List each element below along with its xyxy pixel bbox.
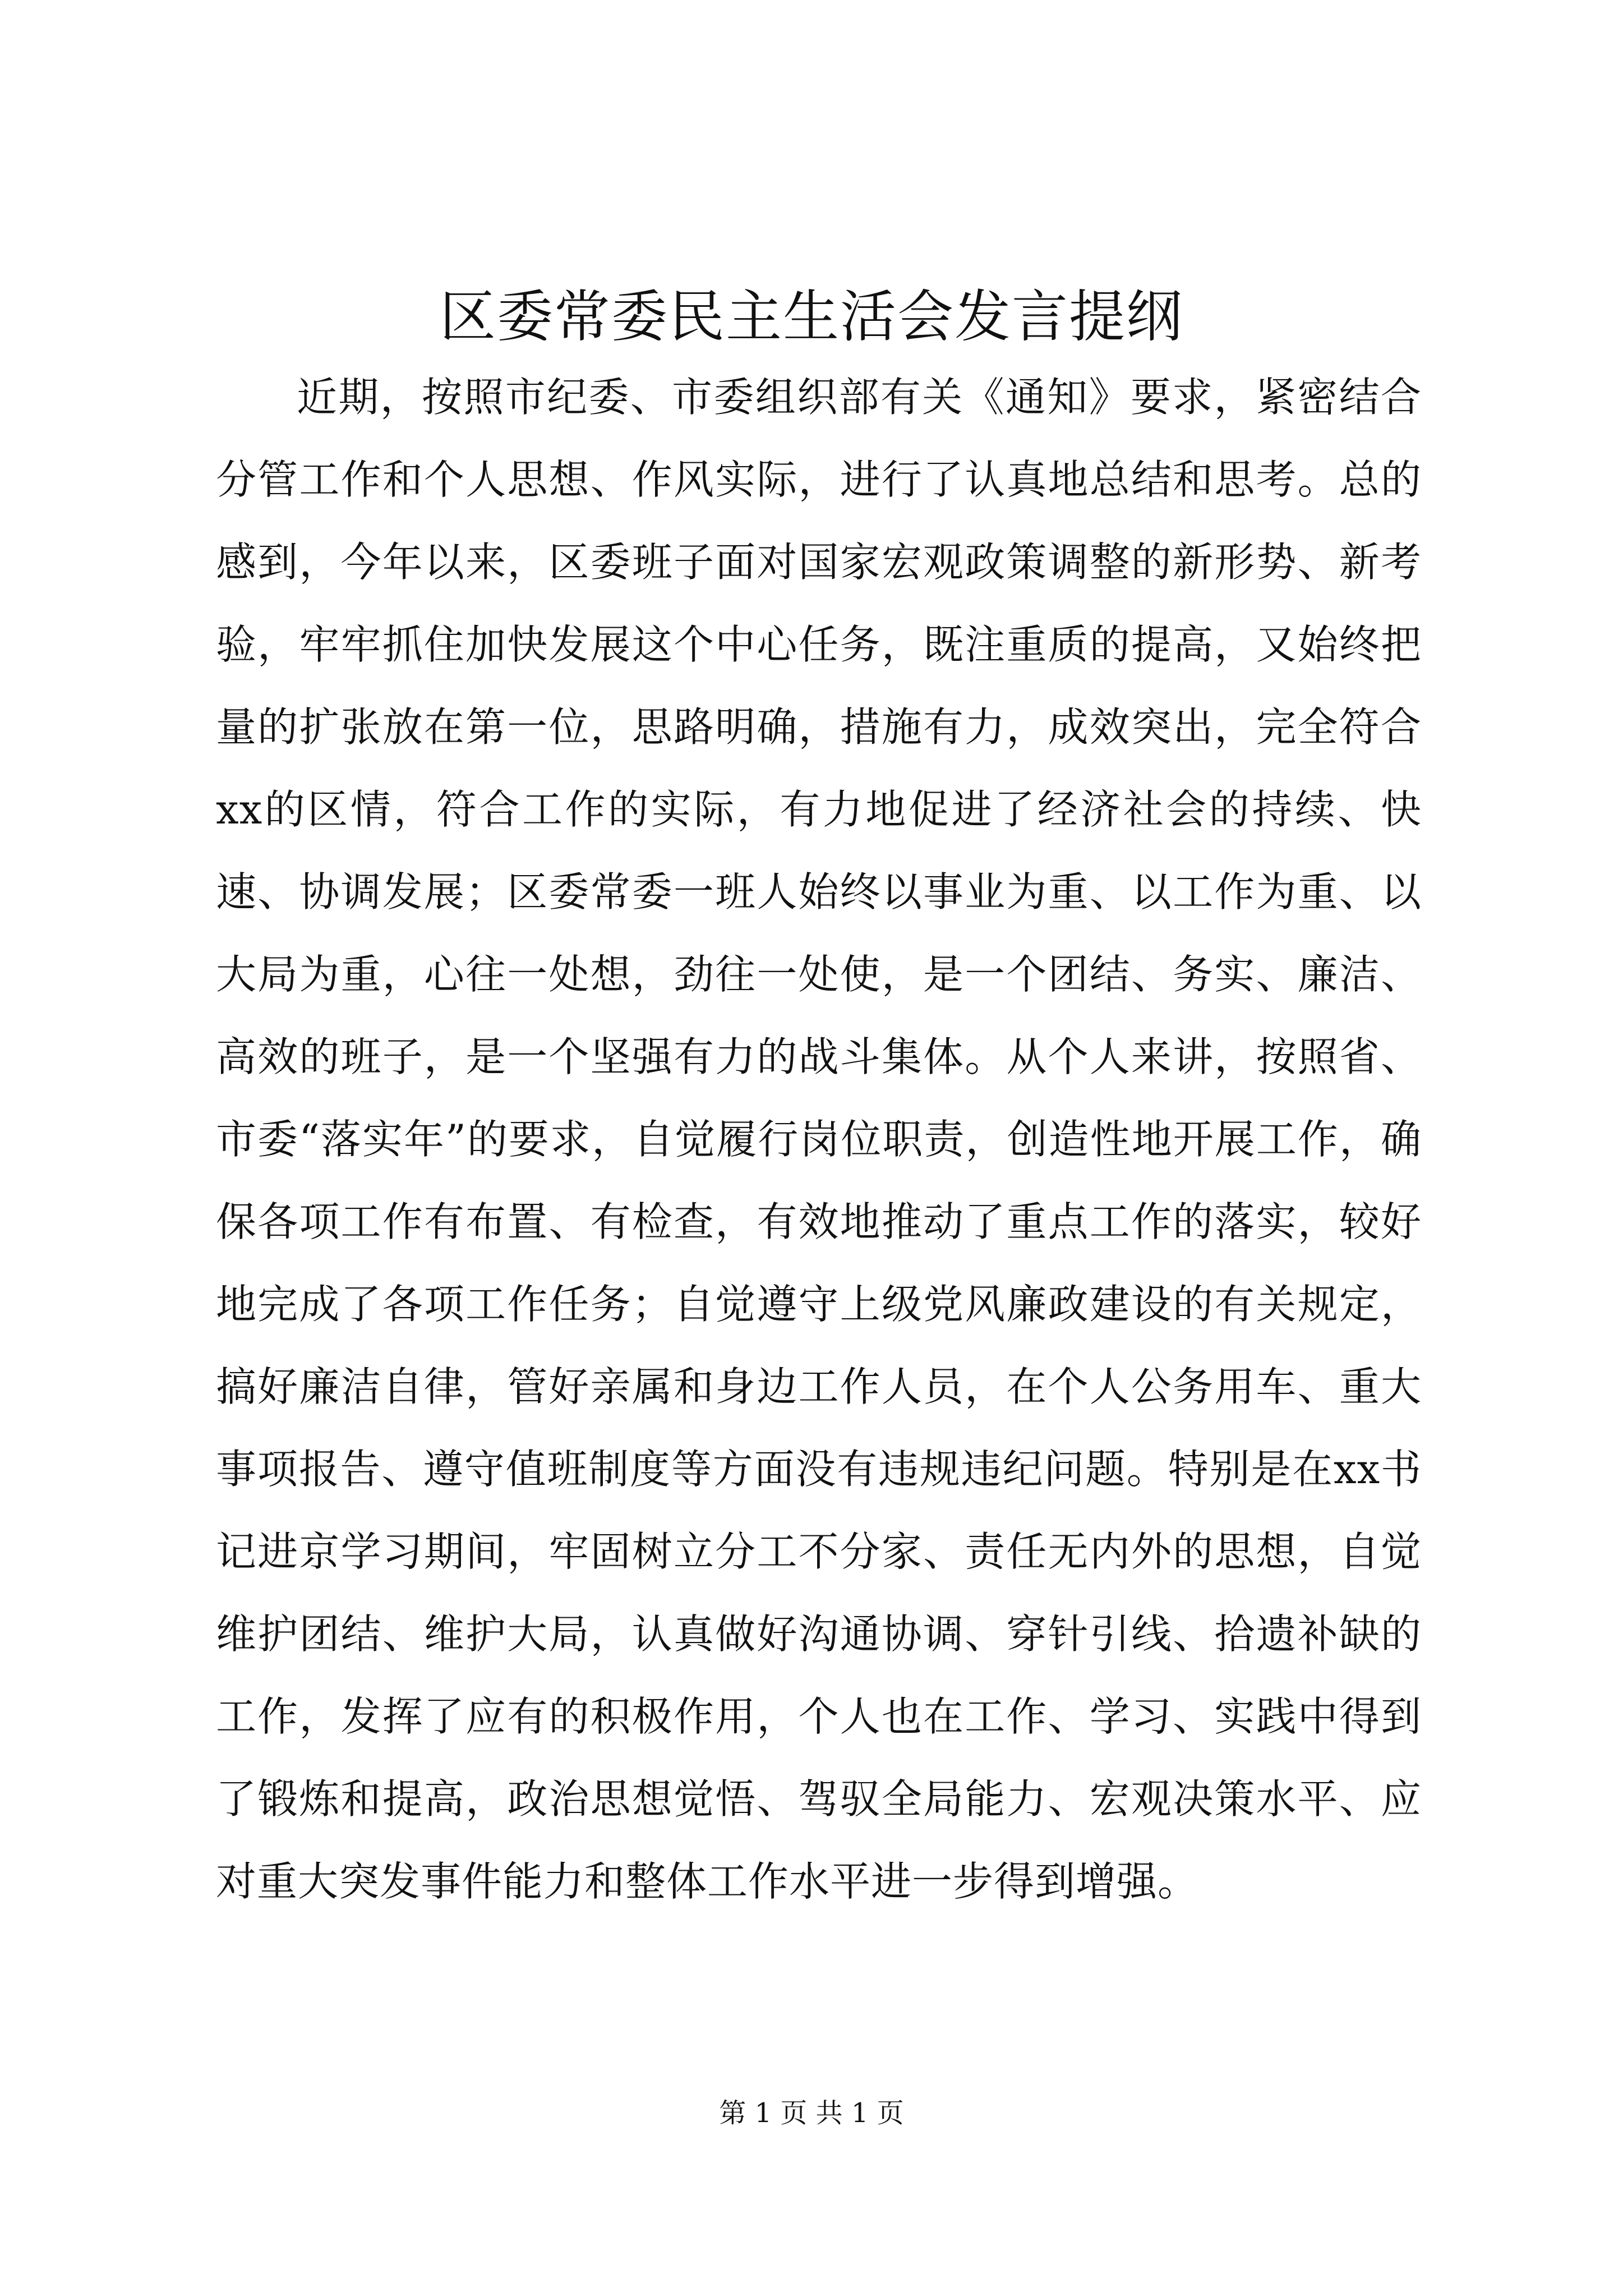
page-footer: 第 1 页 共 1 页 xyxy=(719,2097,904,2129)
document-title: 区委常委民主生活会发言提纲 xyxy=(440,284,1183,349)
body-paragraph: 近期，按照市纪委、市委组织部有关《通知》要求，紧密结合分管工作和个人思想、作风实际，进行了认真地总结和思考。总的感到，今年以来，区委班子面对国家宏观政策调整的新形势、新考验，牢牢抓住加快发展这个中心任务，既注重质的提高，又始终把量的扩张放在第一位，思路明确，措施有力，成效突出，完全符合xx的区情，符合工作的实际，有力地促进了经济社会的持续、快速、协调发展；区委常委一班人始终以事业为重、以工作为重、以大局为重，心往一处想，劲往一处使，是一个团结、务实、廉洁、高效的班子，是一个坚强有力的战斗集体。从个人来讲，按照省、市委“落实年”的要求，自觉履行岗位职责，创造性地开展工作，确保各项工作有布置、有检查，有效地推动了重点工作的落实，较好地完成了各项工作任务；自觉遵守上级党风廉政建设的有关规定，搞好廉洁自律，管好亲属和身边工作人员，在个人公务用车、重大事项报告、遵守值班制度等方面没有违规违纪问题。特别是在xx书记进京学习期间，牢固树立分工不分家、责任无内外的思想，自觉维护团结、维护大局，认真做好沟通协调、穿针引线、拾遗补缺的工作，发挥了应有的积极作用，个人也在工作、学习、实践中得到了锻炼和提高，政治思想觉悟、驾驭全局能力、宏观决策水平、应对重大突发事件能力和整体工作水平进一步得到增强。 xyxy=(216,374,1422,1905)
